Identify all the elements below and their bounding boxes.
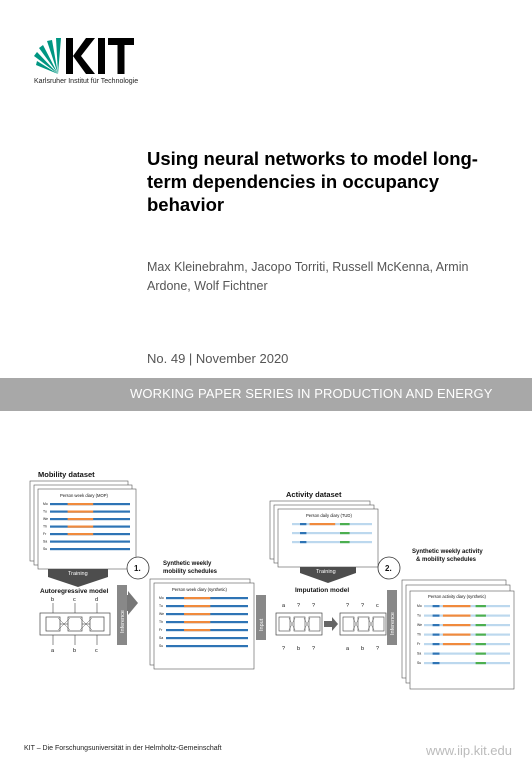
day-label: Th: [417, 632, 421, 637]
imp-top-1-0: a: [282, 603, 286, 609]
imp-bottom-2-1: b: [361, 646, 365, 652]
logo-subtitle: Karlsruher Institut für Technologie: [34, 78, 139, 85]
imp-top-1-1: ?: [297, 603, 301, 609]
day-label: Mo: [43, 502, 48, 506]
training-label-1: Training: [68, 571, 88, 577]
day-label: Tu: [417, 613, 421, 618]
mobility-dataset-label: Mobility dataset: [38, 470, 95, 479]
synthetic-activity-label-2: & mobility schedules: [416, 557, 477, 563]
imputation-network-1: [276, 613, 322, 635]
imp-top-2-2: c: [376, 603, 379, 609]
day-label: Su: [43, 547, 48, 551]
home-segment: [68, 511, 94, 513]
travel-segment: [433, 643, 440, 645]
activity-segment: [340, 523, 350, 525]
imp-bottom-1-1: b: [297, 646, 301, 652]
day-label: Tu: [43, 509, 47, 514]
issue-number: No. 49 | November 2020: [147, 351, 289, 366]
series-title: WORKING PAPER SERIES IN PRODUCTION AND ENERGY: [130, 386, 493, 401]
activity-segment: [476, 615, 486, 617]
autoreg-top-1: c: [73, 597, 76, 603]
synthetic-activity-diary-title: Person activity diary (synthetic): [428, 594, 486, 599]
travel-segment: [433, 624, 440, 626]
footer-url[interactable]: www.iip.kit.edu: [426, 743, 512, 758]
autoregressive-model-label: Autoregressive model: [40, 588, 109, 595]
travel-segment: [300, 532, 306, 534]
home-segment: [184, 613, 210, 615]
day-label: Su: [417, 661, 422, 665]
day-label: Sa: [43, 539, 48, 544]
home-segment: [68, 526, 94, 528]
input-arrow: [256, 595, 266, 640]
activity-segment: [476, 653, 486, 655]
home-segment: [443, 634, 471, 636]
home-segment: [443, 643, 471, 645]
imp-top-1-2: ?: [312, 603, 316, 609]
schedule-row: [166, 637, 248, 639]
autoreg-top-2: d: [95, 597, 99, 603]
imp-bottom-2-2: ?: [376, 646, 380, 652]
day-label: We: [417, 623, 423, 627]
day-label: Su: [159, 644, 164, 648]
imp-top-2-1: ?: [361, 603, 365, 609]
mobility-diary-card: [38, 489, 136, 569]
imputation-step-arrow: [324, 617, 338, 631]
autoreg-bottom-2: c: [95, 648, 98, 654]
synthetic-week-diary-title: Person week diary (synthetic): [172, 587, 227, 592]
schedule-row: [166, 645, 248, 647]
day-label: Fr: [159, 628, 163, 632]
home-segment: [443, 605, 471, 607]
home-segment: [68, 533, 94, 535]
day-label: We: [43, 517, 49, 521]
imp-bottom-1-0: ?: [282, 646, 286, 652]
synthetic-mobility-card: [154, 583, 254, 669]
day-label: Sa: [159, 636, 164, 640]
day-label: Th: [159, 620, 163, 624]
home-segment: [184, 621, 210, 623]
paper-title: Using neural networks to model long-term dependencies in occupancy behavior: [147, 148, 478, 215]
day-label: Th: [43, 524, 47, 529]
activity-segment: [476, 634, 486, 636]
travel-segment: [433, 662, 440, 664]
day-label: Mo: [417, 604, 422, 608]
travel-segment: [433, 653, 440, 655]
home-segment: [443, 615, 471, 617]
synthetic-activity-label-1: Synthetic weekly activity: [412, 549, 483, 555]
kit-logo-fan-icon: [34, 38, 61, 74]
activity-segment: [476, 662, 486, 664]
travel-segment: [433, 634, 440, 636]
paper-authors: Max Kleinebrahm, Jacopo Torriti, Russell McKenna, Armin Ardone, Wolf Fichtner: [147, 260, 469, 293]
imputation-network-2: [340, 613, 386, 635]
schedule-row: [50, 541, 130, 543]
synthetic-mobility-label-2: mobility schedules: [163, 569, 218, 575]
home-segment: [184, 605, 210, 607]
travel-segment: [433, 615, 440, 617]
imp-bottom-2-0: a: [346, 646, 350, 652]
inference-label-1: Inference: [120, 610, 126, 633]
step-2-label: 2.: [385, 564, 392, 573]
input-label: Input: [259, 618, 265, 631]
activity-segment: [340, 541, 350, 543]
synthetic-mobility-label-1: Synthetic weekly: [163, 561, 212, 567]
step-1-label: 1.: [134, 564, 141, 573]
day-label: We: [159, 612, 165, 616]
travel-segment: [300, 523, 306, 525]
imp-bottom-1-2: ?: [312, 646, 316, 652]
home-segment: [68, 518, 94, 520]
imputation-model-label: Imputation model: [295, 587, 350, 594]
activity-segment: [476, 605, 486, 607]
inference-label-2: Inference: [390, 612, 396, 635]
method-figure: [0, 455, 532, 740]
schedule-row: [50, 548, 130, 550]
day-label: Tu: [159, 604, 163, 608]
home-segment: [68, 503, 94, 505]
footer-text: KIT – Die Forschungsuniversität in der Helmholtz-Gemeinschaft: [24, 745, 222, 752]
activity-diary-title: Person daily diary (TUD): [306, 513, 352, 518]
activity-segment: [476, 624, 486, 626]
autoreg-top-0: b: [51, 597, 55, 603]
day-label: Fr: [43, 532, 47, 536]
home-segment: [184, 629, 210, 631]
autoreg-bottom-0: a: [51, 648, 55, 654]
travel-segment: [300, 541, 306, 543]
travel-segment: [433, 605, 440, 607]
imp-top-2-0: ?: [346, 603, 350, 609]
autoregressive-network: [40, 603, 110, 645]
autoreg-bottom-1: b: [73, 648, 77, 654]
home-segment: [184, 597, 210, 599]
activity-segment: [340, 532, 350, 534]
home-segment: [310, 523, 336, 525]
day-label: Fr: [417, 642, 421, 646]
activity-dataset-label: Activity dataset: [286, 490, 342, 499]
training-label-2: Training: [316, 569, 336, 575]
mobility-diary-title: Person week diary (MOP): [60, 493, 108, 498]
home-segment: [443, 624, 471, 626]
day-label: Sa: [417, 651, 422, 656]
day-label: Mo: [159, 596, 164, 600]
activity-segment: [476, 643, 486, 645]
